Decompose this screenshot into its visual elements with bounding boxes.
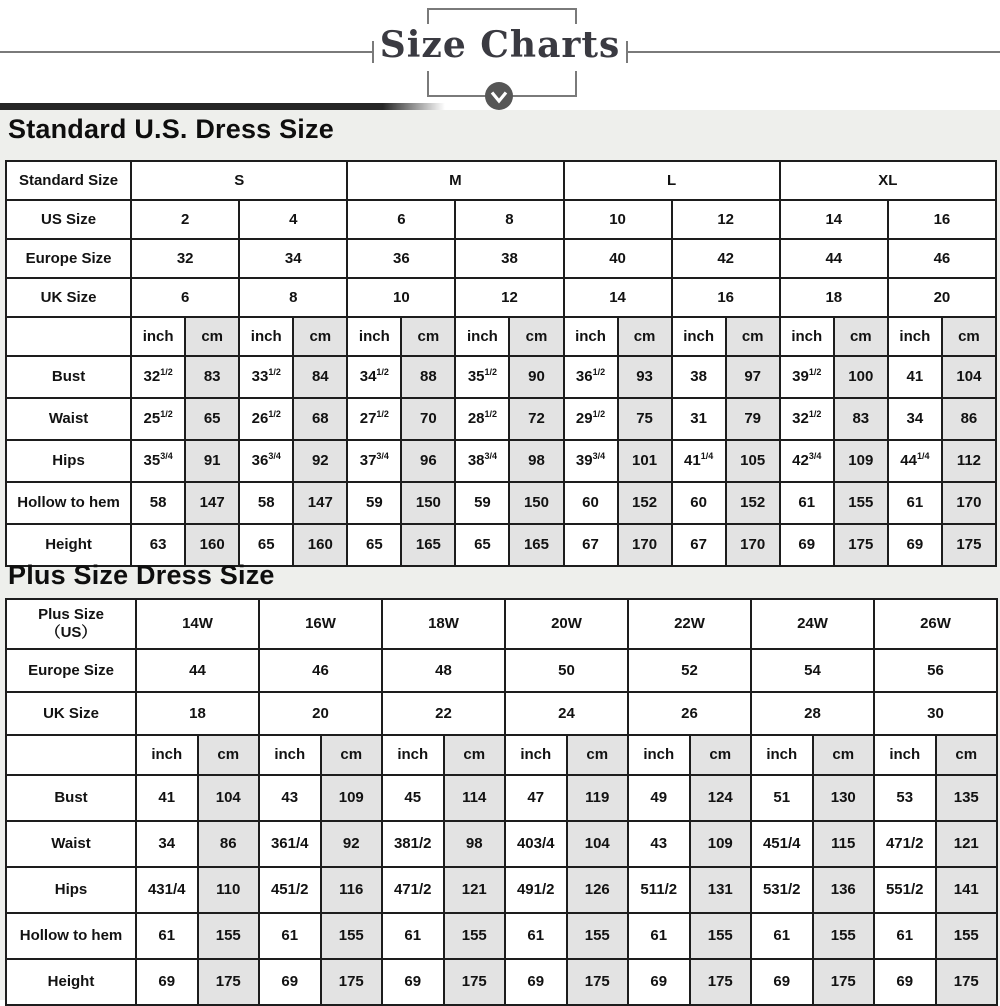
measure-cell: 69: [382, 959, 444, 1005]
measure-cell: 90: [509, 356, 563, 398]
row-label: Europe Size: [6, 649, 136, 692]
size-cell: 16: [888, 200, 996, 239]
measure-cell: 381/2: [382, 821, 444, 867]
measure-cell: 124: [690, 775, 752, 821]
row-label: Hips: [6, 440, 131, 482]
measure-cell: 43: [628, 821, 690, 867]
measure-cell: 150: [509, 482, 563, 524]
size-cell: 6: [347, 200, 455, 239]
measure-cell: 97: [726, 356, 780, 398]
measure-row: [6, 913, 997, 959]
measure-cell: 69: [888, 524, 942, 566]
measure-cell: 155: [834, 482, 888, 524]
row-label: [6, 317, 131, 356]
size-cell: L: [564, 161, 780, 200]
measure-cell: 91: [185, 440, 239, 482]
measure-cell: 70: [401, 398, 455, 440]
measure-cell: 175: [690, 959, 752, 1005]
measure-cell: 43: [259, 775, 321, 821]
unit-cell: inch: [239, 317, 293, 356]
measure-cell: 170: [726, 524, 780, 566]
unit-cell: cm: [942, 317, 996, 356]
unit-cell: inch: [505, 735, 567, 775]
size-cell: 26W: [874, 599, 997, 649]
measure-cell: 115: [813, 821, 875, 867]
row-label: Height: [6, 959, 136, 1005]
row-label: Standard Size: [6, 161, 131, 200]
unit-cell: cm: [444, 735, 506, 775]
measure-cell: 38: [672, 356, 726, 398]
measure-cell: 59: [455, 482, 509, 524]
measure-cell: 155: [690, 913, 752, 959]
row-label: US Size: [6, 200, 131, 239]
size-cell: 48: [382, 649, 505, 692]
size-row: [6, 649, 997, 692]
measure-cell: $25^{1/2}$: [131, 398, 185, 440]
size-cell: 52: [628, 649, 751, 692]
measure-cell: 511/2: [628, 867, 690, 913]
standard-size-title: Standard U.S. Dress Size: [8, 114, 334, 144]
measure-cell: $27^{1/2}$: [347, 398, 401, 440]
measure-cell: 34: [888, 398, 942, 440]
measure-cell: 175: [444, 959, 506, 1005]
row-label: UK Size: [6, 278, 131, 317]
measure-cell: 105: [726, 440, 780, 482]
measure-cell: 98: [444, 821, 506, 867]
size-row: [6, 278, 996, 317]
standard-size-table: [5, 160, 997, 567]
size-cell: 28: [751, 692, 874, 735]
measure-cell: 68: [293, 398, 347, 440]
measure-cell: 121: [444, 867, 506, 913]
row-label: Bust: [6, 775, 136, 821]
measure-cell: $35^{1/2}$: [455, 356, 509, 398]
size-cell: 24W: [751, 599, 874, 649]
measure-cell: 49: [628, 775, 690, 821]
unit-cell: cm: [618, 317, 672, 356]
measure-cell: 41: [136, 775, 198, 821]
size-cell: 16: [672, 278, 780, 317]
measure-cell: 131: [690, 867, 752, 913]
measure-row: [6, 440, 996, 482]
size-cell: 56: [874, 649, 997, 692]
row-label: [6, 735, 136, 775]
measure-cell: 61: [136, 913, 198, 959]
size-cell: 32: [131, 239, 239, 278]
size-cell: 40: [564, 239, 672, 278]
measure-cell: 83: [834, 398, 888, 440]
measure-cell: 531/2: [751, 867, 813, 913]
measure-cell: 75: [618, 398, 672, 440]
measure-cell: 92: [293, 440, 347, 482]
measure-cell: 69: [505, 959, 567, 1005]
chevron-down-icon: [483, 80, 515, 112]
row-label: Plus Size （US）: [6, 599, 136, 649]
measure-cell: 61: [382, 913, 444, 959]
unit-cell: cm: [813, 735, 875, 775]
size-cell: 46: [259, 649, 382, 692]
measure-cell: 53: [874, 775, 936, 821]
unit-cell: inch: [259, 735, 321, 775]
size-cell: 18: [136, 692, 259, 735]
size-cell: 46: [888, 239, 996, 278]
measure-cell: 109: [834, 440, 888, 482]
measure-cell: 84: [293, 356, 347, 398]
row-label: Bust: [6, 356, 131, 398]
size-cell: 20: [888, 278, 996, 317]
measure-cell: 155: [321, 913, 383, 959]
measure-cell: 135: [936, 775, 998, 821]
measure-cell: 471/2: [382, 867, 444, 913]
measure-cell: 86: [198, 821, 260, 867]
unit-cell: cm: [834, 317, 888, 356]
measure-cell: 136: [813, 867, 875, 913]
size-cell: 30: [874, 692, 997, 735]
measure-cell: $41^{1/4}$: [672, 440, 726, 482]
measure-cell: 67: [672, 524, 726, 566]
measure-cell: $32^{1/2}$: [131, 356, 185, 398]
measure-cell: $39^{1/2}$: [780, 356, 834, 398]
measure-cell: 361/4: [259, 821, 321, 867]
size-cell: 4: [239, 200, 347, 239]
measure-cell: 61: [628, 913, 690, 959]
measure-cell: 69: [751, 959, 813, 1005]
measure-cell: 471/2: [874, 821, 936, 867]
measure-cell: 551/2: [874, 867, 936, 913]
unit-cell: inch: [131, 317, 185, 356]
measure-row: [6, 821, 997, 867]
measure-cell: 67: [564, 524, 618, 566]
measure-cell: 34: [136, 821, 198, 867]
measure-cell: 104: [567, 821, 629, 867]
measure-cell: 83: [185, 356, 239, 398]
measure-cell: $32^{1/2}$: [780, 398, 834, 440]
size-cell: XL: [780, 161, 996, 200]
measure-cell: 160: [185, 524, 239, 566]
measure-cell: 170: [942, 482, 996, 524]
measure-cell: 155: [567, 913, 629, 959]
measure-cell: 59: [347, 482, 401, 524]
measure-cell: $36^{1/2}$: [564, 356, 618, 398]
measure-row: [6, 356, 996, 398]
measure-cell: 63: [131, 524, 185, 566]
row-label: Waist: [6, 398, 131, 440]
measure-cell: 61: [259, 913, 321, 959]
size-cell: 54: [751, 649, 874, 692]
measure-cell: 431/4: [136, 867, 198, 913]
measure-cell: 79: [726, 398, 780, 440]
measure-cell: 104: [942, 356, 996, 398]
plus-size-table: [5, 598, 998, 1006]
size-cell: 8: [455, 200, 563, 239]
measure-cell: 92: [321, 821, 383, 867]
size-cell: 12: [672, 200, 780, 239]
size-row: [6, 239, 996, 278]
size-cell: 42: [672, 239, 780, 278]
size-cell: 44: [136, 649, 259, 692]
measure-cell: 147: [185, 482, 239, 524]
measure-cell: 126: [567, 867, 629, 913]
measure-cell: 160: [293, 524, 347, 566]
plus-size-title: Plus Size Dress Size: [8, 560, 275, 590]
measure-cell: 101: [618, 440, 672, 482]
measure-row: [6, 867, 997, 913]
measure-cell: 175: [198, 959, 260, 1005]
unit-cell: cm: [321, 735, 383, 775]
unit-cell: cm: [198, 735, 260, 775]
measure-cell: 69: [780, 524, 834, 566]
measure-row: [6, 398, 996, 440]
measure-cell: 121: [936, 821, 998, 867]
size-charts-header: [0, 0, 1000, 110]
unit-cell: cm: [690, 735, 752, 775]
measure-cell: 45: [382, 775, 444, 821]
measure-cell: 451/4: [751, 821, 813, 867]
measure-cell: 69: [874, 959, 936, 1005]
row-label: Europe Size: [6, 239, 131, 278]
measure-cell: 51: [751, 775, 813, 821]
size-cell: 50: [505, 649, 628, 692]
size-cell: 24: [505, 692, 628, 735]
measure-cell: 175: [936, 959, 998, 1005]
measure-cell: $35^{3/4}$: [131, 440, 185, 482]
measure-cell: 403/4: [505, 821, 567, 867]
measure-cell: 165: [509, 524, 563, 566]
measure-cell: 88: [401, 356, 455, 398]
measure-cell: 165: [401, 524, 455, 566]
size-cell: 6: [131, 278, 239, 317]
measure-cell: 47: [505, 775, 567, 821]
size-row: [6, 599, 997, 649]
measure-cell: 491/2: [505, 867, 567, 913]
measure-cell: 170: [618, 524, 672, 566]
measure-cell: 31: [672, 398, 726, 440]
size-cell: 10: [564, 200, 672, 239]
row-label: Waist: [6, 821, 136, 867]
unit-cell: inch: [888, 317, 942, 356]
measure-cell: 65: [455, 524, 509, 566]
size-cell: 20W: [505, 599, 628, 649]
size-cell: 14: [780, 200, 888, 239]
measure-cell: 69: [628, 959, 690, 1005]
measure-cell: 61: [780, 482, 834, 524]
measure-cell: 61: [874, 913, 936, 959]
unit-cell: inch: [455, 317, 509, 356]
measure-cell: 61: [505, 913, 567, 959]
unit-cell: inch: [751, 735, 813, 775]
measure-cell: 110: [198, 867, 260, 913]
measure-cell: $37^{3/4}$: [347, 440, 401, 482]
unit-cell: cm: [567, 735, 629, 775]
size-cell: 22W: [628, 599, 751, 649]
measure-cell: 175: [813, 959, 875, 1005]
size-cell: 12: [455, 278, 563, 317]
measure-cell: 69: [259, 959, 321, 1005]
measure-cell: 155: [444, 913, 506, 959]
size-cell: 18W: [382, 599, 505, 649]
size-cell: 16W: [259, 599, 382, 649]
size-cell: 38: [455, 239, 563, 278]
unit-cell: inch: [672, 317, 726, 356]
measure-cell: 155: [936, 913, 998, 959]
measure-cell: 100: [834, 356, 888, 398]
row-label: Height: [6, 524, 131, 566]
size-cell: 26: [628, 692, 751, 735]
measure-cell: $42^{3/4}$: [780, 440, 834, 482]
measure-cell: 175: [834, 524, 888, 566]
size-cell: 10: [347, 278, 455, 317]
measure-cell: 119: [567, 775, 629, 821]
measure-cell: 65: [347, 524, 401, 566]
measure-cell: 152: [618, 482, 672, 524]
size-cell: 34: [239, 239, 347, 278]
measure-cell: 104: [198, 775, 260, 821]
top-bracket: [427, 8, 577, 24]
measure-cell: 65: [239, 524, 293, 566]
measure-cell: $44^{1/4}$: [888, 440, 942, 482]
measure-cell: 175: [321, 959, 383, 1005]
row-label: Hollow to hem: [6, 913, 136, 959]
measure-cell: 61: [751, 913, 813, 959]
unit-cell: inch: [136, 735, 198, 775]
unit-row: [6, 735, 997, 775]
size-cell: 2: [131, 200, 239, 239]
unit-cell: inch: [874, 735, 936, 775]
measure-cell: 98: [509, 440, 563, 482]
measure-cell: 72: [509, 398, 563, 440]
measure-cell: $39^{3/4}$: [564, 440, 618, 482]
measure-cell: 175: [567, 959, 629, 1005]
measure-cell: 61: [888, 482, 942, 524]
size-cell: 36: [347, 239, 455, 278]
measure-cell: 147: [293, 482, 347, 524]
size-row: [6, 692, 997, 735]
measure-cell: 109: [321, 775, 383, 821]
measure-cell: 175: [942, 524, 996, 566]
size-cell: S: [131, 161, 347, 200]
measure-cell: 116: [321, 867, 383, 913]
unit-cell: cm: [185, 317, 239, 356]
measure-cell: 112: [942, 440, 996, 482]
unit-cell: inch: [564, 317, 618, 356]
measure-cell: 69: [136, 959, 198, 1005]
unit-cell: cm: [726, 317, 780, 356]
measure-cell: $33^{1/2}$: [239, 356, 293, 398]
measure-cell: $28^{1/2}$: [455, 398, 509, 440]
row-label: Hips: [6, 867, 136, 913]
measure-cell: $26^{1/2}$: [239, 398, 293, 440]
unit-cell: cm: [293, 317, 347, 356]
measure-cell: 96: [401, 440, 455, 482]
content-panel: [0, 110, 1000, 1000]
measure-cell: 93: [618, 356, 672, 398]
measure-cell: $36^{3/4}$: [239, 440, 293, 482]
unit-cell: inch: [382, 735, 444, 775]
measure-cell: 86: [942, 398, 996, 440]
unit-cell: cm: [936, 735, 998, 775]
divider-strip: [0, 103, 445, 110]
unit-cell: cm: [509, 317, 563, 356]
size-cell: 18: [780, 278, 888, 317]
measure-cell: 152: [726, 482, 780, 524]
size-cell: 14: [564, 278, 672, 317]
unit-cell: inch: [780, 317, 834, 356]
measure-cell: 150: [401, 482, 455, 524]
unit-cell: cm: [401, 317, 455, 356]
measure-cell: 58: [131, 482, 185, 524]
size-cell: 22: [382, 692, 505, 735]
measure-cell: 60: [672, 482, 726, 524]
unit-cell: inch: [628, 735, 690, 775]
measure-row: [6, 775, 997, 821]
measure-cell: 130: [813, 775, 875, 821]
measure-cell: $38^{3/4}$: [455, 440, 509, 482]
unit-cell: inch: [347, 317, 401, 356]
unit-row: [6, 317, 996, 356]
measure-cell: 155: [813, 913, 875, 959]
measure-row: [6, 959, 997, 1005]
size-cell: 14W: [136, 599, 259, 649]
measure-cell: 109: [690, 821, 752, 867]
measure-cell: 41: [888, 356, 942, 398]
page-title: Size Charts: [379, 24, 621, 66]
measure-cell: 451/2: [259, 867, 321, 913]
row-label: Hollow to hem: [6, 482, 131, 524]
size-cell: M: [347, 161, 563, 200]
size-cell: 20: [259, 692, 382, 735]
measure-cell: 155: [198, 913, 260, 959]
measure-cell: 141: [936, 867, 998, 913]
measure-cell: $34^{1/2}$: [347, 356, 401, 398]
measure-row: [6, 482, 996, 524]
measure-cell: $29^{1/2}$: [564, 398, 618, 440]
measure-cell: 60: [564, 482, 618, 524]
measure-cell: 114: [444, 775, 506, 821]
measure-cell: 58: [239, 482, 293, 524]
size-row: [6, 161, 996, 200]
size-row: [6, 200, 996, 239]
size-cell: 44: [780, 239, 888, 278]
measure-cell: 65: [185, 398, 239, 440]
size-cell: 8: [239, 278, 347, 317]
row-label: UK Size: [6, 692, 136, 735]
